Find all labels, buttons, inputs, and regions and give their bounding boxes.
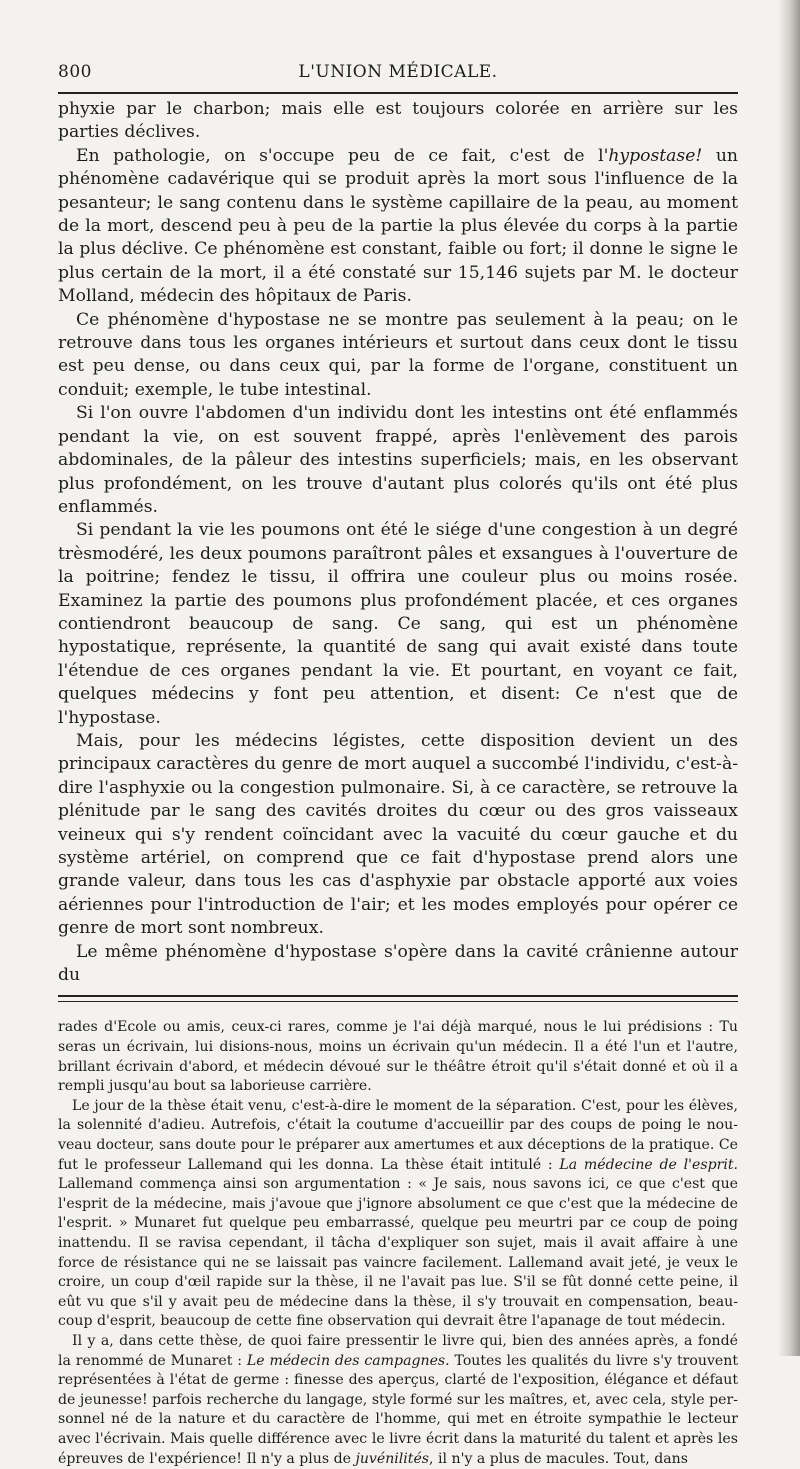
paragraph (58, 145, 738, 309)
feuilleton-paragraph (58, 1332, 738, 1469)
paragraph: Si pendant la vie les poumons ont été le siége d'une congestion à un degré trèsmodéré, les deux poumons paraîtront pâles et exsangues à l'ouverture de la poitrine; fendez le tissu, il offrira une couleur plus ou moins rosée. Examinez la partie des poumons plus profondément placée, et ces organes contiendront beaucoup de sang. Ce sang, qui est un phénomène hypostatique, représente, la quantité de sang qui avait existé dans toute l'étendue de ces organes pendant la vie. Et pourtant, en voyant ce fait, quelques médecins y font peu attention, et disent: Ce n'est que de l'hypostase. (58, 520, 738, 728)
paragraph: Mais, pour les médecins légistes, cette disposition devient un des principaux caractères du genre de mort auquel a succombé l'individu, c'est-à-dire l'asphyxie ou la congestion pulmonaire. Si, à ce caractère, se retrouve la plénitude par le sang des cavités droites du cœur ou des gros vaisseaux veineux qui s'y rendent coïncidant avec la vacuité du cœur gauche et du système artériel, on comprend que ce fait d'hypostase prend alors une grande valeur, dans tous les cas d'asphyxie par obstacle apporté aux voies aériennes pour l'introduction de l'air; et les modes employés pour opérer ce genre de mort sont nombreux. (58, 730, 738, 939)
running-title: L'UNION MÉDICALE. (298, 62, 498, 82)
feuilleton-separator (58, 995, 738, 1002)
paragraph: Si l'on ouvre l'abdomen d'un individu dont les intestins ont été enflammés pendant la vie, on est souvent frappé, après l'enlèvement des parois abdominales, de la pâleur des intestins superficiels; mais, en les observant plus profondément, on les trouve d'autant plus colorés qu'ils ont été plus enflammés. (58, 403, 738, 517)
page-number: 800 (58, 62, 92, 82)
text-run: un phénomène cadavérique qui se produit après la mort sous l'influence de la pesanteur; le sang contenu dans le système capillaire de la peau, au moment de la mort, descend peu à peu de la partie la plus élevée du corps à la partie la plus déclive. Ce phénomène est constant, faible ou fort; il donne le signe le plus certain de la mort, il a été constaté sur 15,146 sujets par M. le docteur Molland, médecin des hôpitaux de Paris. (58, 145, 738, 307)
header-rule (58, 92, 738, 94)
thesis-title: La médecine de l'esprit. (559, 1156, 738, 1173)
journal-page (58, 58, 738, 1469)
paragraph: phyxie par le charbon; mais elle est toujours colorée en arrière sur les parties déclives. (58, 99, 738, 143)
text-run: Il y a, dans cette thèse, de quoi faire pressentir le livre qui, bien des années après, a fondé la renommé de Munaret : (58, 1332, 738, 1369)
page-edge-shadow (778, 0, 800, 1356)
paragraph: Ce phénomène d'hypostase ne se montre pas seulement à la peau; on le retrouve dans tous les organes intérieurs et surtout dans ceux dont le tissu est peu dense, ou dans ceux qui, par la forme de l'organe, constituent un conduit; exemple, le tube intestinal. (58, 309, 738, 400)
main-article (58, 98, 738, 987)
feuilleton (58, 1018, 738, 1469)
text-run: Le jour de la thèse était venu, c'est-à-dire le moment de la séparation. C'est, pour les élèves, la solennité d'adieu. Autrefois, c'était la coutume d'accueillir par des coups de poing le nouveau docteur, sans doute pour le préparer aux amertumes et aux déceptions de la pratique. Ce fut le professeur Lallemand qui les donna. La thèse était intitulé : (58, 1097, 738, 1173)
paragraph: Le même phénomène d'hypostase s'opère dans la cavité crânienne autour du (58, 941, 738, 986)
italic-term: hypostase! (608, 145, 703, 166)
text-run: Lallemand commença ainsi son argumentation : « Je sais, nous savons ici, ce que c'est que l'esprit de la médecine, mais j'avoue que j'ignore absolument ce que c'est que la médecine de l'esprit. » Munaret fut quelque peu embarrassé, quelque peu meurtri par ce coup de poing inattendu. Il se ravisa cependant, il tâcha d'expliquer son sujet, mais il avait affaire à une force de résistance qui ne se laissait pas vaincre facilement. Lallemand avait jeté, je veux le croire, un coup d'œil rapide sur la thèse, il ne l'avait pas lue. S'il se fût donné cette peine, il eût vu que s'il y avait peu de médecine dans la thèse, il s'y trouvait en compensation, beaucoup d'esprit, beaucoup de cette fine observation qui devrait être l'apanage de tout médecin. (58, 1176, 738, 1330)
page-header (58, 58, 738, 92)
text-run: En pathologie, on s'occupe peu de ce fait, c'est de l' (76, 145, 609, 166)
book-title: Le médecin des campagnes. (246, 1352, 450, 1369)
feuilleton-paragraph: rades d'Ecole ou amis, ceux-ci rares, comme je l'ai déjà marqué, nous le lui prédisions : Tu seras un écrivain, lui disions-nous, moins un écrivain qu'un médecin. Il a été l'un et l'autre, brillant écrivain d'abord, et médecin dévoué sur le théâtre étroit qu'il s'était donné et où il a rempli jusqu'au bout sa laborieuse carrière. (58, 1019, 738, 1095)
feuilleton-paragraph (58, 1097, 738, 1332)
italic-term: juvénilités (355, 1450, 430, 1467)
text-run: Toutes les qualités du livre s'y trouvent représentées à l'état de germe : finesse des aperçus, clarté de l'exposition, élégance et défaut de jeunesse! parfois recherche du langage, style formé sur les maîtres, et, avec cela, style personnel né de la nature et du caractère de l'homme, qui met en étroite sympathie le lecteur avec l'écrivain. Mais quelle différence avec le livre écrit dans la maturité du talent et après les épreuves de l'expérience! Il n'y a plus de (58, 1352, 738, 1467)
text-run: , il n'y a plus de macules. Tout, dans (429, 1450, 688, 1467)
